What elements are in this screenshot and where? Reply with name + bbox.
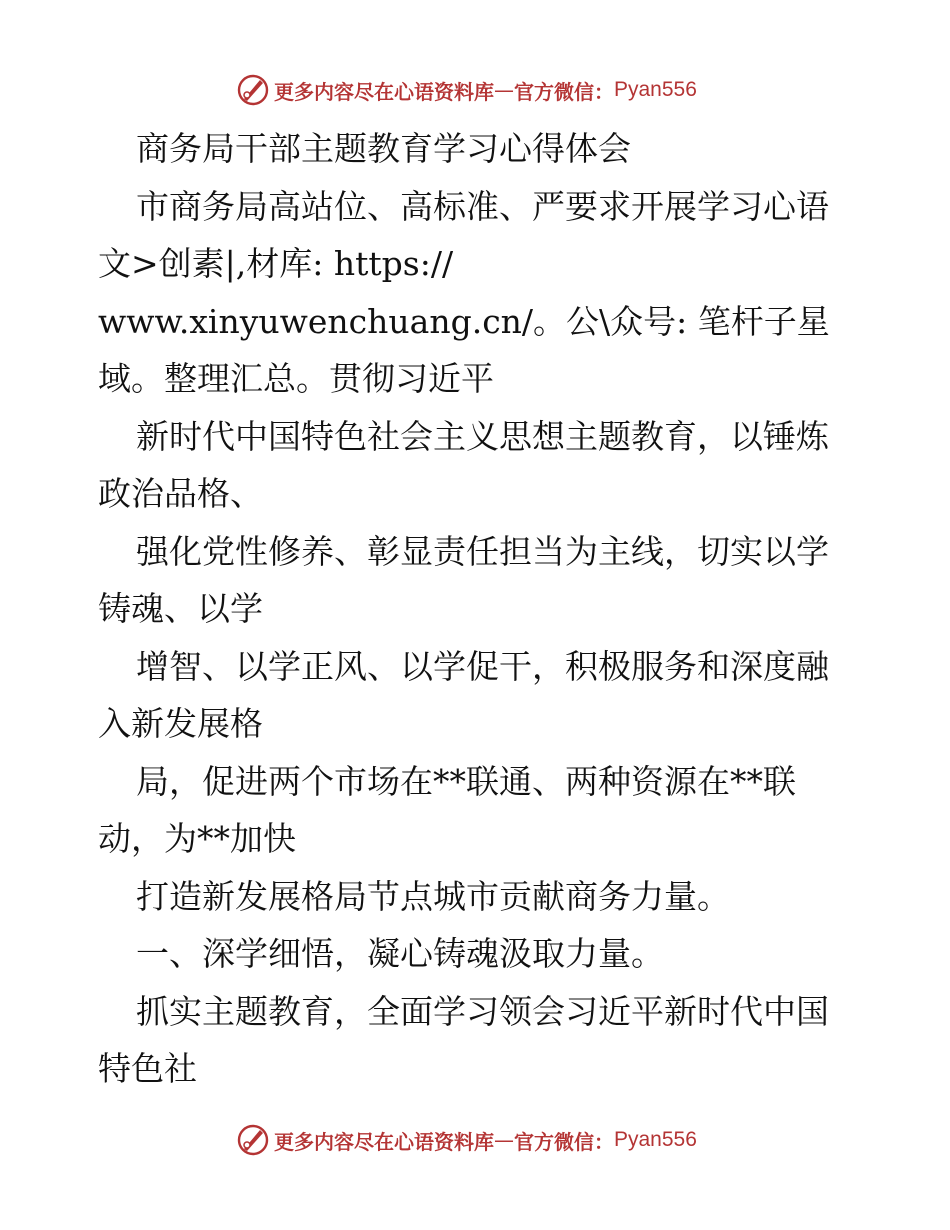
paragraph-line: 政治品格、 (98, 474, 263, 513)
paragraph-line: 局，促进两个市场在**联通、两种资源在**联 (136, 761, 796, 801)
watermark-label: 官方微信： (514, 79, 614, 104)
watermark-separator: — (494, 78, 514, 102)
paragraph-line: 域。整理汇总。贯彻习近平 (98, 359, 494, 398)
paragraph-line: 增智、以学正风、以学促干，积极服务和深度融 (136, 646, 829, 686)
paragraph-line: 抓实主题教育，全面学习领会习近平新时代中国 (136, 991, 829, 1031)
watermark-footer (236, 1122, 697, 1158)
watermark-text: 更多内容尽在心语资料库 (274, 1129, 494, 1154)
paragraph-line: 市商务局高站位、高标准、严要求开展学习心语 (136, 186, 829, 226)
watermark-id: Pyan556 (614, 1128, 697, 1151)
quill-seal-icon (236, 1123, 270, 1157)
paragraph-line: 文>创素|,材库: https:// (98, 244, 454, 283)
quill-seal-icon (236, 73, 270, 107)
paragraph-line: 打造新发展格局节点城市贡献商务力量。 (136, 876, 730, 916)
paragraph-line: 动，为**加快 (98, 819, 296, 858)
paragraph-line: 铸魂、以学 (98, 589, 263, 628)
watermark-text: 更多内容尽在心语资料库 (274, 79, 494, 104)
watermark-header (236, 72, 697, 108)
paragraph-line: 特色社 (98, 1049, 197, 1088)
watermark-label: 官方微信： (514, 1129, 614, 1154)
paragraph-line: 新时代中国特色社会主义思想主题教育，以锤炼 (136, 416, 829, 456)
document-body (98, 120, 878, 1098)
watermark-separator: — (494, 1128, 514, 1152)
section-heading: 一、深学细悟，凝心铸魂汲取力量。 (136, 934, 664, 973)
watermark-id: Pyan556 (614, 78, 697, 101)
paragraph-line: 入新发展格 (98, 704, 263, 743)
document-title: 商务局干部主题教育学习心得体会 (136, 129, 631, 168)
paragraph-line: www.xinyuwenchuang.cn/。公\众号: 笔杆子星 (98, 301, 830, 341)
paragraph-line: 强化党性修养、彰显责任担当为主线，切实以学 (136, 531, 829, 571)
